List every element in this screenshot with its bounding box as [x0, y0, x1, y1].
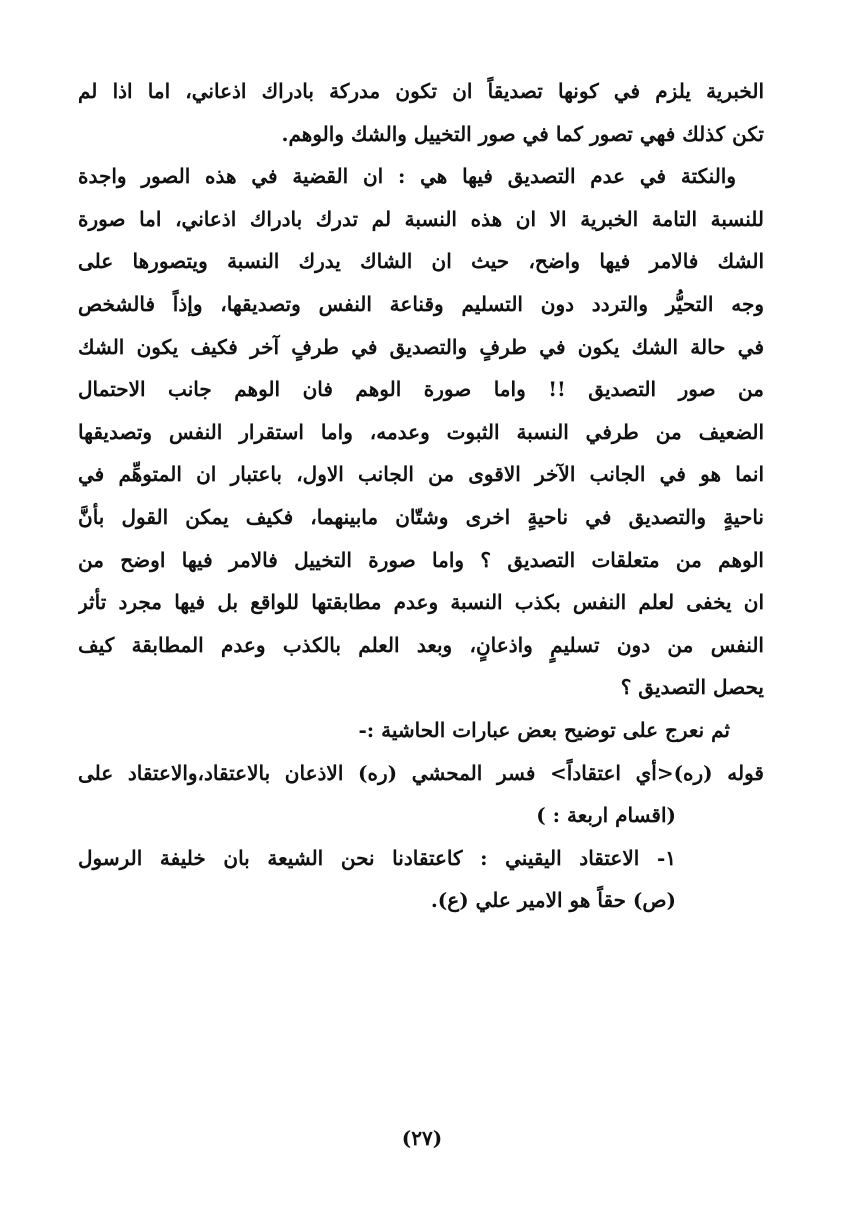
text-line: في حالة الشك يكون في طرفٍ والتصديق في طرفٍ آخر فكيف يكون الشك — [78, 334, 764, 359]
text-line: (اقسام اربعة : ) — [536, 803, 676, 828]
paragraph-start-line: ثم نعرج على توضيح بعض عبارات الحاشية :- — [358, 717, 730, 742]
text-line: ناحيةٍ والتصديق في ناحيةٍ اخرى وشتّان مابينهما، فكيف يمكن القول بأنَّ — [78, 504, 764, 529]
text-line: وجه التحيُّر والتردد دون التسليم وقناعة النفس وتصديقها، وإذاً فالشخص — [78, 291, 764, 316]
text-line: النفس من دون تسليمٍ واذعانٍ، وبعد العلم بالكذب وعدم المطابقة كيف — [78, 632, 764, 657]
text-line: قوله (ره)<أي اعتقاداً> فسر المحشي (ره) الاذعان بالاعتقاد،والاعتقاد على — [78, 760, 764, 785]
text-line: للنسبة التامة الخبرية الا ان هذه النسبة لم تدرك بادراك اذعاني، اما صورة — [78, 206, 764, 231]
text-line: تكن كذلك فهي تصور كما في صور التخييل والشك والوهم. — [281, 121, 764, 146]
text-line: يحصل التصديق ؟ — [620, 675, 764, 700]
text-line: الوهم من متعلقات التصديق ؟ واما صورة التخييل فالامر فيها اوضح من — [78, 547, 764, 572]
text-line: الشك فالامر فيها واضح، حيث ان الشاك يدرك النسبة ويتصورها على — [78, 249, 764, 274]
list-item-line: (ص) حقاً هو الامير علي (ع). — [430, 888, 676, 913]
paragraph-start-line: والنكتة في عدم التصديق فيها هي : ان القضية في هذه الصور واجدة — [78, 164, 736, 189]
page-number: (٢٧) — [401, 1126, 443, 1150]
text-line: الضعيف من طرفي النسبة الثبوت وعدمه، واما استقرار النفس وتصديقها — [78, 419, 764, 444]
text-line: انما هو في الجانب الآخر الاقوى من الجانب الاول، باعتبار ان المتوهِّم في — [78, 462, 764, 487]
text-line: ان يخفى لعلم النفس بكذب النسبة وعدم مطابقتها للواقع بل فيها مجرد تأثر — [78, 590, 764, 615]
list-item-line: ١- الاعتقاد اليقيني : كاعتقادنا نحن الشيعة بان خليفة الرسول — [78, 845, 676, 870]
body-text — [78, 70, 764, 922]
text-line: الخبرية يلزم في كونها تصديقاً ان تكون مدركة بادراك اذعاني، اما اذا لم — [78, 79, 764, 103]
text-line: من صور التصديق !! واما صورة الوهم فان الوهم جانب الاحتمال — [78, 377, 764, 402]
